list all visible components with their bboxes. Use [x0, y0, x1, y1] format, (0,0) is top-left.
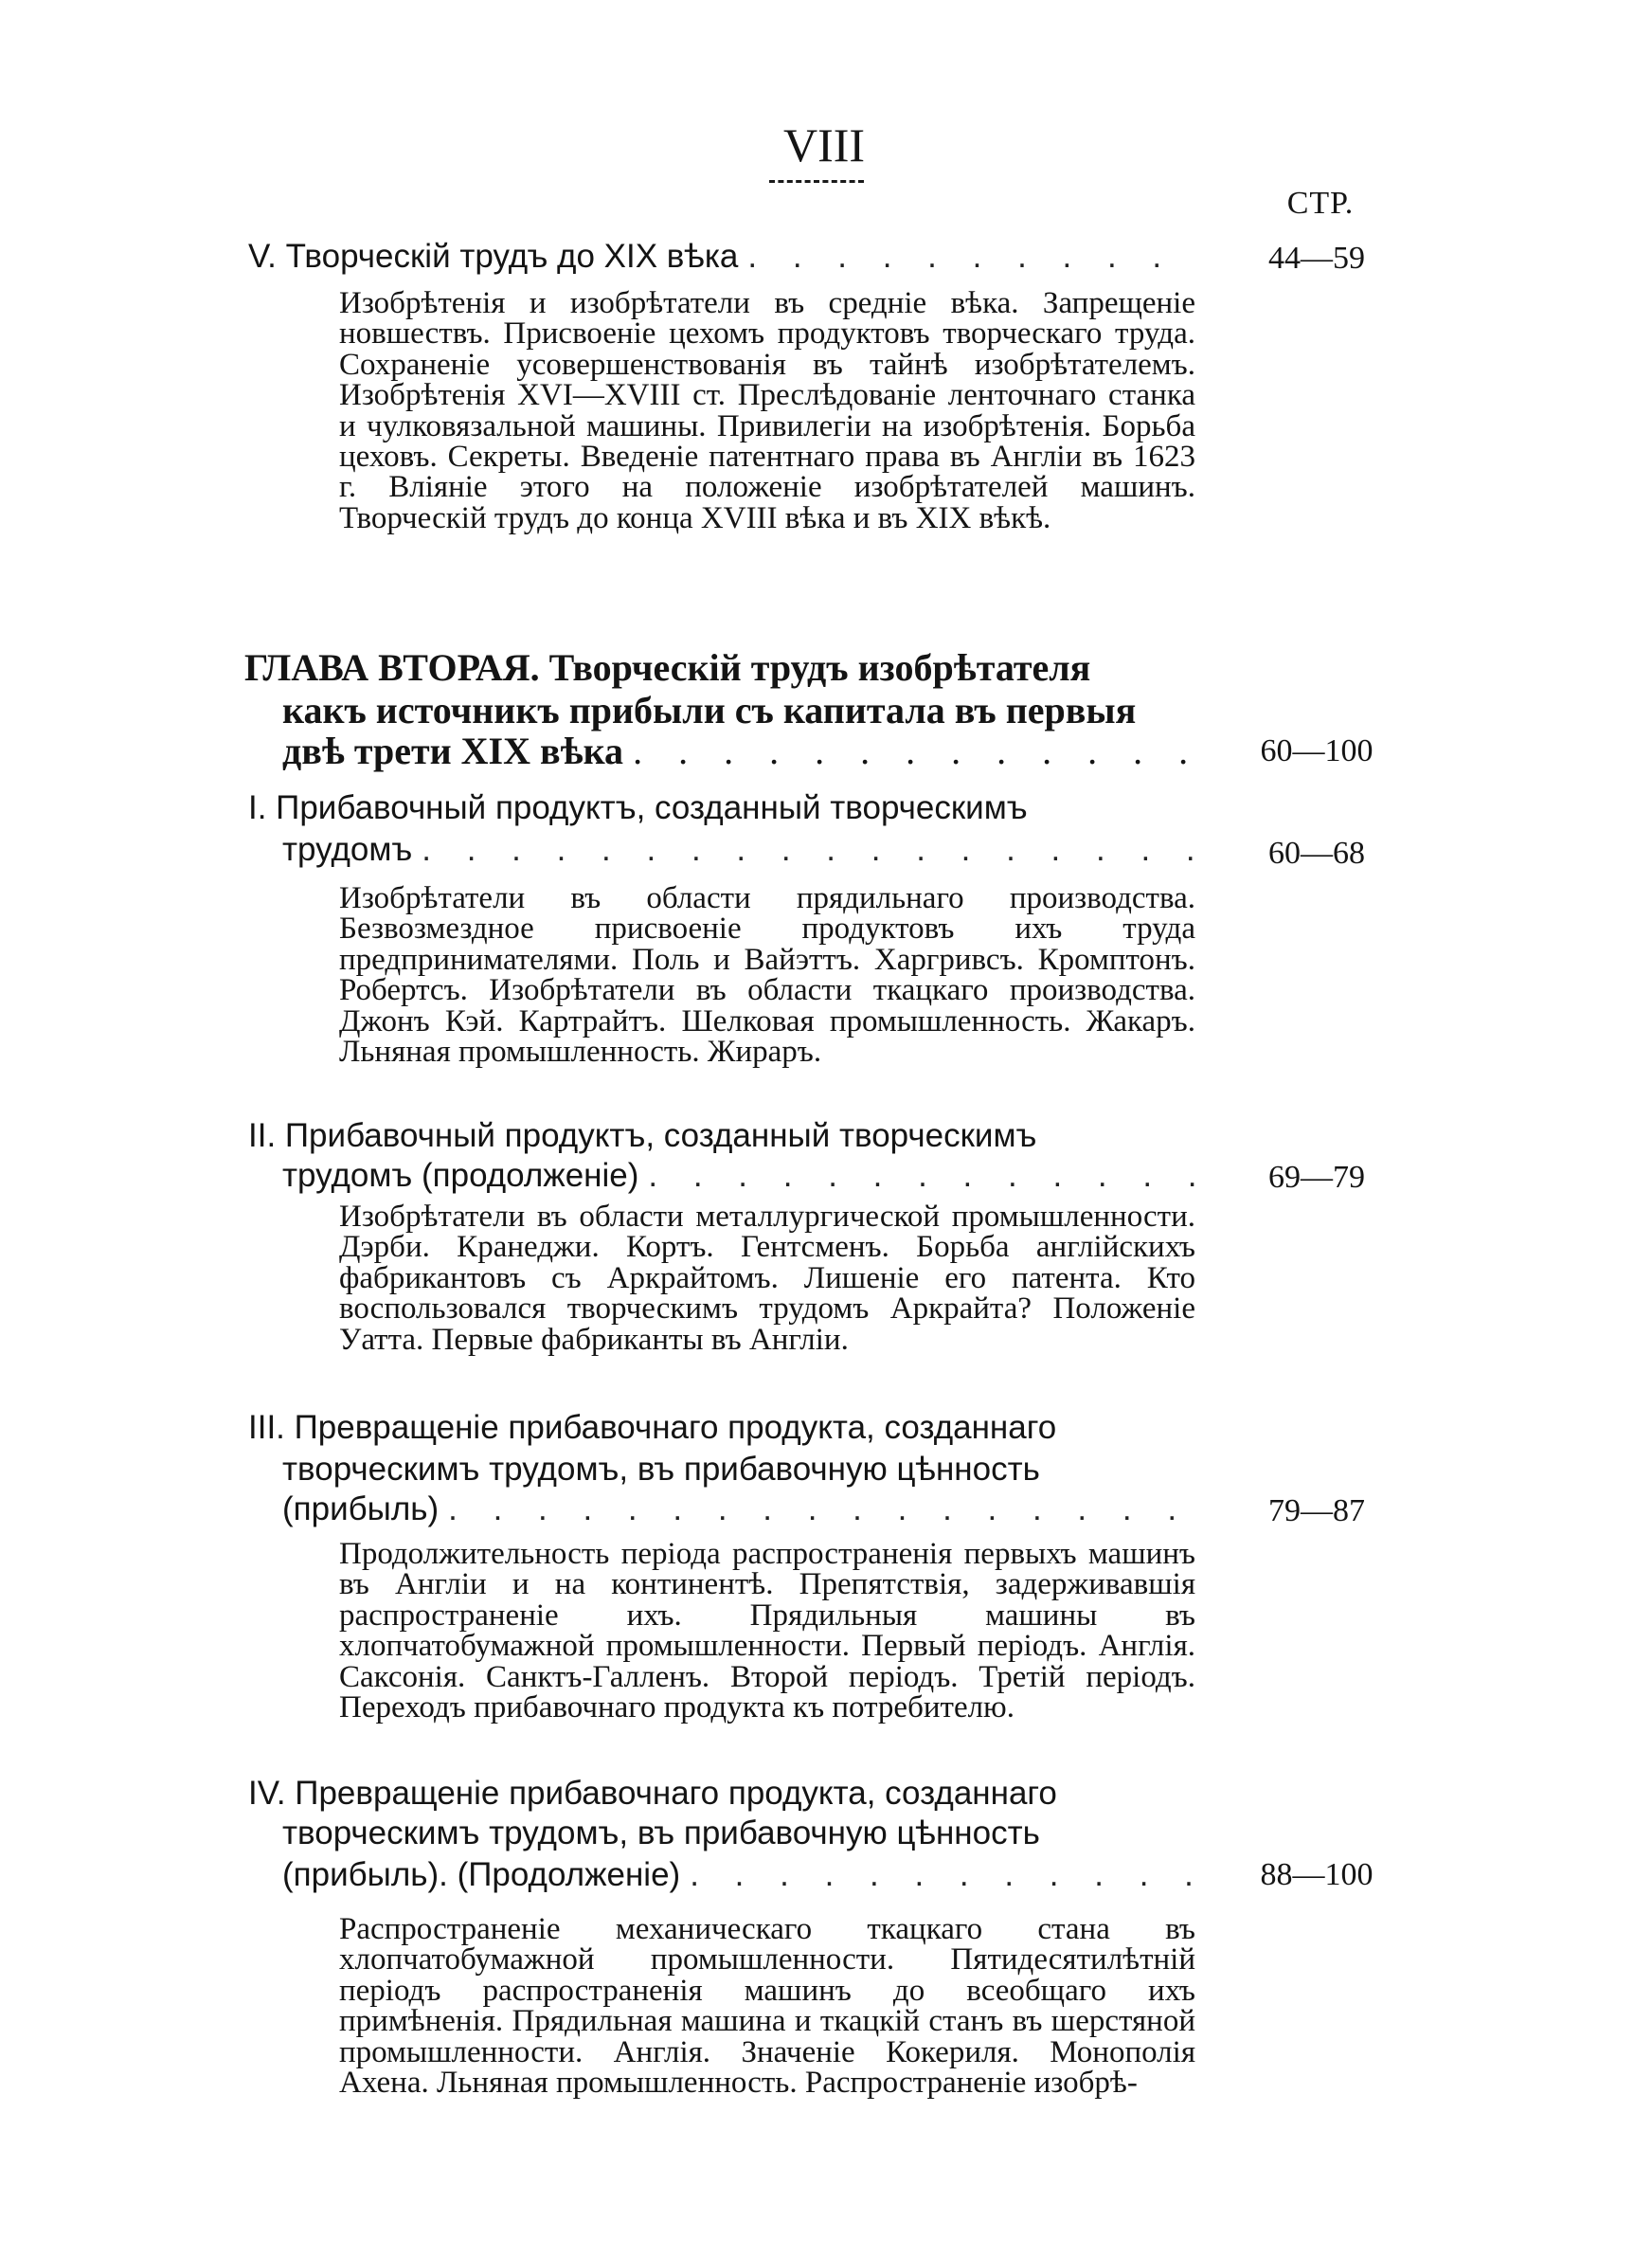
- toc-entry-iv-title[interactable]: [248, 1772, 1195, 1815]
- toc-entry-iv-pages: 88—100: [1260, 1857, 1374, 1892]
- toc-entry-iv-title-cont-2: [282, 1853, 1195, 1897]
- toc-entry-iii-pages: 79—87: [1268, 1493, 1365, 1528]
- page-number-rule: [769, 180, 864, 186]
- page-column-header: СТР.: [1286, 186, 1355, 221]
- toc-entry-title-text: V. Творческій трудъ до XIX вѣка: [248, 238, 739, 275]
- toc-entry-title-text: IV. Превращеніе прибавочнаго продукта, созданнаго: [248, 1775, 1057, 1812]
- leader-dots: [633, 730, 1195, 773]
- toc-entry-iii-title-cont-1: [282, 1448, 1195, 1491]
- toc-entry-i-pages: 60—68: [1268, 836, 1365, 871]
- leader-dots: [648, 1154, 1195, 1198]
- chapter-two-heading-line-2: [282, 689, 1195, 732]
- toc-entry-ii-title[interactable]: [248, 1114, 1195, 1158]
- toc-entry-title-text: творческимъ трудомъ, въ прибавочную цѣнность: [282, 1815, 1040, 1851]
- page-number: VIII: [782, 118, 866, 172]
- toc-entry-iv-title-cont-1: [282, 1812, 1195, 1855]
- toc-entry-iii-summary: Продолжительность періода распространенія первыхъ машинъ въ Англіи и на континентѣ. Препятствія, задерживавшія распространеніе ихъ. Прядильныя машины въ хлопчатобумажной промышленности. Первый періодъ. Англія. Саксонія. Санктъ-Галленъ. Второй періодъ. Третій періодъ. Переходъ прибавочнаго продукта къ потребителю.: [339, 1537, 1195, 1725]
- toc-entry-title-text: трудомъ: [282, 831, 413, 868]
- toc-entry-title-text: II. Прибавочный продуктъ, созданный творческимъ: [248, 1117, 1037, 1154]
- chapter-two-heading-line-1[interactable]: [244, 646, 1195, 690]
- toc-entry-i-title[interactable]: [248, 786, 1195, 830]
- chapter-two-heading-line-3: [282, 730, 1195, 773]
- chapter-heading-text: какъ источникъ прибыли съ капитала въ первыя: [282, 689, 1137, 731]
- toc-entry-title-text: I. Прибавочный продуктъ, созданный творческимъ: [248, 789, 1028, 826]
- toc-entry-title-text: III. Превращеніе прибавочнаго продукта, созданнаго: [248, 1409, 1057, 1446]
- toc-entry-ii-summary: Изобрѣтатели въ области металлургической промышленности. Дэрби. Кранеджи. Кортъ. Гентсменъ. Борьба англійскихъ фабрикантовъ съ Аркрайтомъ. Лишеніе его патента. Кто воспользовался творческимъ трудомъ Аркрайта? Положеніе Уатта. Первые фабриканты въ Англіи.: [339, 1200, 1195, 1357]
- toc-entry-i-title-cont: [282, 828, 1195, 872]
- toc-entry-i-summary: Изобрѣтатели въ области прядильнаго производства. Безвозмездное присвоеніе продуктовъ ихъ труда предпринимателями. Поль и Вайэттъ. Харгривсъ. Кромптонъ. Робертсъ. Изобрѣтатели въ области ткацкаго производства. Джонъ Кэй. Картрайтъ. Шелковая промышленность. Жакаръ. Льняная промышленность. Жираръ.: [339, 881, 1195, 1070]
- toc-entry-iii-title[interactable]: [248, 1406, 1195, 1450]
- toc-entry-v-pages: 44—59: [1268, 241, 1365, 276]
- chapter-heading-text: двѣ трети XIX вѣка: [282, 730, 624, 772]
- toc-entry-title-text: творческимъ трудомъ, въ прибавочную цѣнность: [282, 1451, 1040, 1488]
- leader-dots: [448, 1488, 1195, 1531]
- toc-entry-title-text: (прибыль). (Продолженіе): [282, 1856, 681, 1893]
- leader-dots: [690, 1853, 1195, 1897]
- toc-entry-iv-summary: Распространеніе механическаго ткацкаго стана въ хлопчатобумажной промышленности. Пятидесятилѣтній періодъ распространенія машинъ до всеобщаго ихъ примѣненія. Прядильная машина и ткацкій станъ въ шерстяной промышленности. Англія. Значеніе Кокериля. Монополія Ахена. Льняная промышленность. Распространеніе изобрѣ-: [339, 1912, 1195, 2101]
- chapter-heading-text: ГЛАВА ВТОРАЯ. Творческій трудъ изобрѣтателя: [244, 646, 1091, 689]
- toc-entry-title-text: трудомъ (продолженіе): [282, 1157, 639, 1194]
- toc-entry-title-text: (прибыль): [282, 1490, 440, 1527]
- toc-entry-v-title[interactable]: [248, 235, 1195, 279]
- chapter-two-pages: 60—100: [1260, 733, 1374, 768]
- toc-entry-ii-pages: 69—79: [1268, 1160, 1365, 1195]
- toc-entry-ii-title-cont: [282, 1154, 1195, 1198]
- toc-entry-iii-title-cont-2: [282, 1488, 1195, 1531]
- toc-entry-v-summary: Изобрѣтенія и изобрѣтатели въ средніе вѣка. Запрещеніе новшествъ. Присвоеніе цехомъ продуктовъ творческаго труда. Сохраненіе усовершенствованія въ тайнѣ изобрѣтателемъ. Изобрѣтенія XVI—XVIII ст. Преслѣдованіе ленточнаго станка и чулковязальной машины. Привилегіи на изобрѣтенія. Борьба цеховъ. Секреты. Введеніе патентнаго права въ Англіи въ 1623 г. Вліяніе этого на положеніе изобрѣтателей машинъ. Творческій трудъ до конца XVIII вѣка и въ XIX вѣкѣ.: [339, 286, 1195, 535]
- leader-dots: [422, 828, 1195, 872]
- leader-dots: [747, 235, 1195, 279]
